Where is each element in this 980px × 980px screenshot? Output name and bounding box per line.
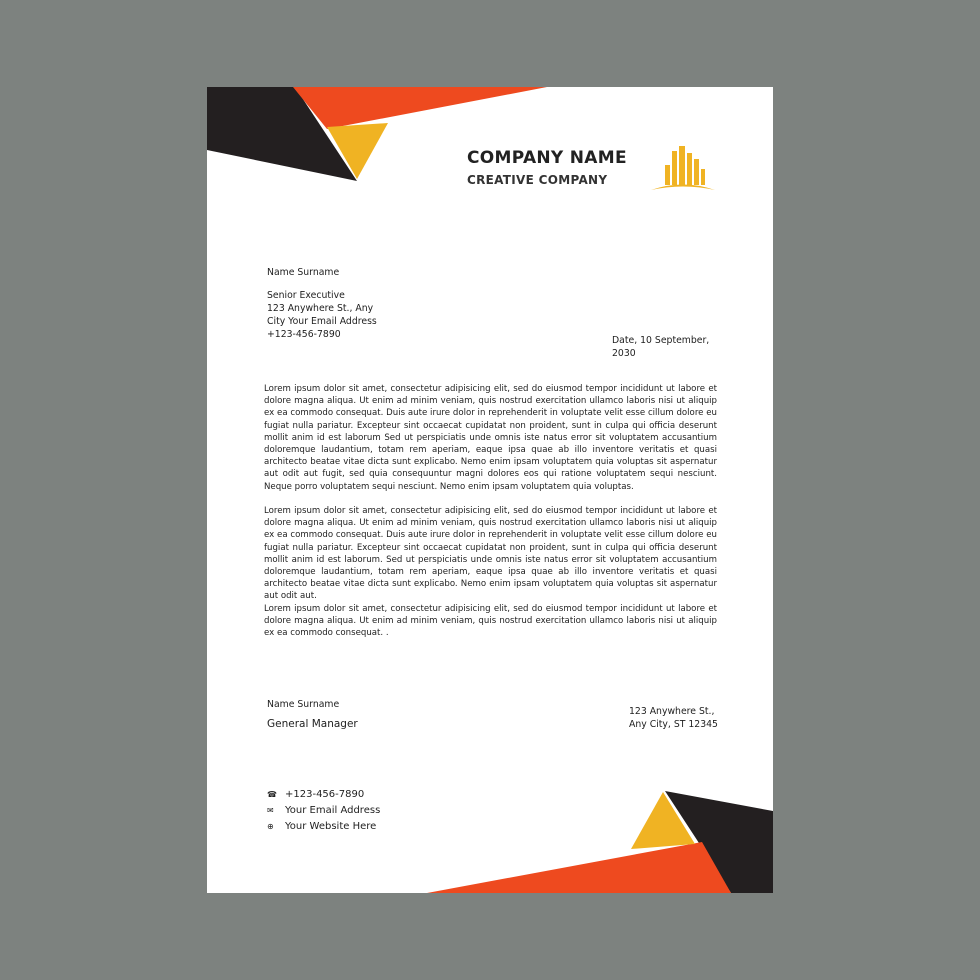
envelope-icon: ✉ — [267, 805, 274, 815]
body-paragraph-3: Lorem ipsum dolor sit amet, consectetur adipisicing elit, sed do eiusmod tempor incididunt ut labore et dolore magna aliqua. Ut enim ad minim veniam, quis nostrud exercitation ullamco laboris nisi ut aliquip ex ea commodo consequat. . — [264, 604, 717, 639]
signature-name: Name Surname — [267, 699, 340, 710]
letter-date-line1: Date, 10 September, — [612, 335, 710, 346]
company-name: COMPANY NAME — [467, 148, 627, 168]
contact-email — [267, 805, 380, 816]
footer-address-line1: 123 Anywhere St., — [629, 706, 715, 717]
city-buildings-icon — [649, 143, 717, 191]
bottom-orange-shape — [427, 842, 731, 893]
globe-icon: ⊕ — [267, 821, 274, 831]
recipient-title: Senior Executive — [267, 290, 345, 301]
recipient-name: Name Surname — [267, 267, 340, 278]
contact-phone-text: +123-456-7890 — [285, 789, 365, 800]
footer-address-line2: Any City, ST 12345 — [629, 719, 718, 730]
recipient-phone: +123-456-7890 — [267, 329, 341, 340]
body-paragraph-2: Lorem ipsum dolor sit amet, consectetur adipisicing elit, sed do eiusmod tempor incididunt ut labore et dolore magna aliqua. Ut enim ad minim veniam, quis nostrud exercitation ullamco laboris nisi ut aliquip ex ea commodo consequat. Duis aute irure dolor in reprehenderit in voluptate velit esse cillum dolore eu fugiat nulla pariatur. Excepteur sint occaecat cupidatat non proident, sunt in culpa qui officia deserunt mollit anim id est laborum. Sed ut perspiciatis unde omnis iste natus error sit voluptatem accusantium doloremque laudantium, totam rem aperiam, eaque ipsa quae ab illo inventore veritatis et quasi architecto beatae vitae dicta sunt explicabo. Nemo enim ipsam voluptatem quia voluptas sit aspernatur aut odit aut. — [264, 506, 717, 602]
top-orange-shape — [293, 87, 547, 129]
contact-phone — [267, 789, 364, 800]
recipient-address-line1: 123 Anywhere St., Any — [267, 303, 374, 314]
letterhead-page — [207, 87, 773, 893]
contact-email-text: Your Email Address — [285, 805, 381, 816]
contact-website — [267, 821, 376, 832]
contact-website-text: Your Website Here — [285, 821, 377, 832]
company-tagline: CREATIVE COMPANY — [467, 173, 608, 187]
letter-date-line2: 2030 — [612, 348, 636, 359]
phone-icon: ☎ — [267, 789, 277, 799]
body-paragraph-1: Lorem ipsum dolor sit amet, consectetur adipisicing elit, sed do eiusmod tempor incididunt ut labore et dolore magna aliqua. Ut enim ad minim veniam, quis nostrud exercitation ullamco laboris nisi ut aliquip ex ea commodo consequat. Duis aute irure dolor in reprehenderit in voluptate velit esse cillum dolore eu fugiat nulla pariatur. Excepteur sint occaecat cupidatat non proident, sunt in culpa qui officia deserunt mollit anim id est laborum Sed ut perspiciatis unde omnis iste natus error sit voluptatem accusantium doloremque laudantium, totam rem aperiam, eaque ipsa quae ab illo inventore veritatis et quasi architecto beatae vitae dicta sunt explicabo. Nemo enim ipsam voluptatem quia voluptas sit aspernatur aut odit aut fugit, sed quia consequuntur magni dolores eos qui ratione voluptatem sequi nesciunt. Neque porro voluptatem sequi nesciunt. Nemo enim ipsam voluptatem quia voluptas. — [264, 384, 717, 492]
signature-title: General Manager — [267, 718, 358, 730]
recipient-address-line2: City Your Email Address — [267, 316, 377, 327]
